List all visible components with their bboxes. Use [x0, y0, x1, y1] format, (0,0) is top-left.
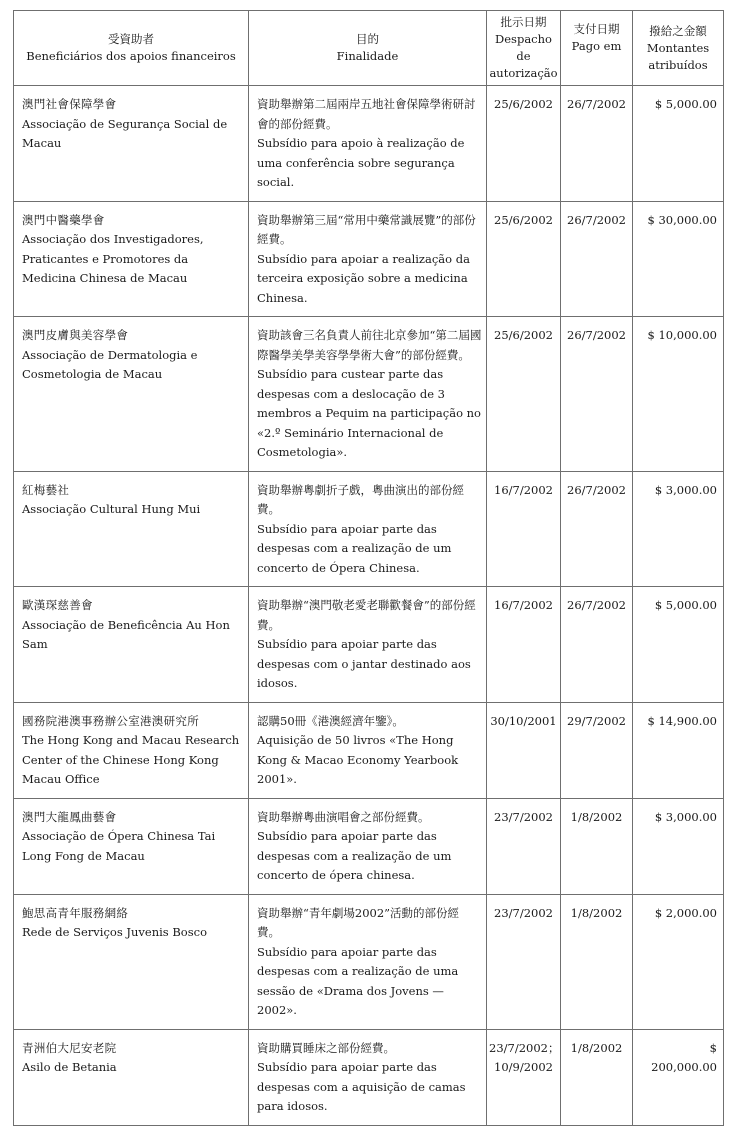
beneficiary-name-zh: 紅梅藝社: [22, 482, 70, 497]
header-purpose: [249, 11, 487, 86]
amount-value: $ 5,000.00: [633, 587, 724, 703]
purpose-text-pt: Subsídio para apoio à realização de uma conferência sobre segurança social.: [257, 136, 465, 189]
table-row: [14, 587, 724, 703]
paid-date: 26/7/2002: [561, 471, 633, 587]
amount-value: $ 5,000.00: [633, 86, 724, 202]
paid-date: 1/8/2002: [561, 1029, 633, 1125]
purpose-text-zh: 資助購買睡床之部份經費。: [257, 1040, 395, 1055]
authorization-date: 25/6/2002: [487, 317, 561, 472]
purpose-text-zh: 認購50冊《港澳經濟年鑒》。: [257, 713, 404, 728]
header-amount: [633, 11, 724, 86]
purpose-cell: [249, 894, 487, 1029]
header-paid-pt: Pago em: [571, 39, 622, 53]
purpose-cell: [249, 702, 487, 798]
authorization-date: 16/7/2002: [487, 587, 561, 703]
beneficiary-name-zh: 澳門社會保障學會: [22, 97, 117, 111]
beneficiary-name-pt: Associação de Dermatologia e Cosmetologia de Macau: [22, 347, 198, 381]
amount-value: $ 200,000.00: [633, 1029, 724, 1125]
amount-value: $ 30,000.00: [633, 201, 724, 317]
purpose-text-pt: Aquisição de 50 livros «The Hong Kong & Macao Economy Yearbook 2001».: [257, 733, 459, 786]
beneficiary-cell: [14, 894, 249, 1029]
paid-date: 26/7/2002: [561, 201, 633, 317]
purpose-text-zh: 資助舉辦“青年劇場2002”活動的部份經費。: [257, 905, 460, 939]
purpose-cell: [249, 471, 487, 587]
table-body: [14, 86, 724, 1126]
purpose-cell: [249, 1029, 487, 1125]
paid-date: 26/7/2002: [561, 317, 633, 472]
purpose-cell: [249, 587, 487, 703]
authorization-date: 25/6/2002: [487, 86, 561, 202]
header-authorization-zh: 批示日期: [500, 15, 547, 29]
header-paid-zh: 支付日期: [573, 22, 620, 36]
beneficiary-name-pt: Associação dos Investigadores, Praticantes e Promotores da Medicina Chinesa de Macau: [22, 232, 204, 285]
amount-value: $ 3,000.00: [633, 471, 724, 587]
table-header-row: [14, 11, 724, 86]
purpose-text-pt: Subsídio para apoiar parte das despesas com a realização de uma sessão de «Drama dos Jovens — 2002».: [257, 944, 459, 1017]
paid-date: 1/8/2002: [561, 798, 633, 894]
beneficiary-cell: [14, 317, 249, 472]
header-beneficiary: [14, 11, 249, 86]
beneficiary-cell: [14, 86, 249, 202]
table-row: [14, 201, 724, 317]
paid-date: 26/7/2002: [561, 587, 633, 703]
authorization-date: 23/7/2002；10/9/2002: [487, 1029, 561, 1125]
beneficiary-name-zh: 歐漢琛慈善會: [22, 598, 93, 612]
header-amount-zh: 撥給之金額: [649, 23, 707, 38]
authorization-date: 30/10/2001: [487, 702, 561, 798]
paid-date: 29/7/2002: [561, 702, 633, 798]
purpose-text-pt: Subsídio para custear parte das despesas com a deslocação de 3 membros a Pequim na participação no «2.º Seminário Internacional de Cosmetologia».: [257, 367, 481, 459]
purpose-text-zh: 資助該會三名負責人前往北京參加“第二屆國際醫學美學美容學學術大會”的部份經費。: [257, 328, 482, 362]
header-authorization-pt: Despacho de autorização: [489, 32, 558, 80]
beneficiary-cell: [14, 587, 249, 703]
header-beneficiary-zh: 受資助者: [108, 32, 154, 46]
purpose-text-pt: Subsídio para apoiar parte das despesas com a realização de um concerto de Ópera Chinesa.: [257, 521, 452, 575]
table-row: [14, 798, 724, 894]
purpose-text-pt: Subsídio para apoiar parte das despesas com o jantar destinado aos idosos.: [257, 637, 471, 690]
beneficiary-cell: [14, 702, 249, 798]
paid-date: 26/7/2002: [561, 86, 633, 202]
document-page: [13, 10, 723, 1126]
authorization-date: 25/6/2002: [487, 201, 561, 317]
beneficiary-name-pt: Associação de Beneficência Au Hon Sam: [22, 617, 230, 651]
purpose-text-zh: 資助舉辦第三屆“常用中藥常識展覽”的部份經費。: [257, 212, 476, 246]
amount-value: $ 14,900.00: [633, 702, 724, 798]
table-row: [14, 1029, 724, 1125]
paid-date: 1/8/2002: [561, 894, 633, 1029]
beneficiary-cell: [14, 471, 249, 587]
beneficiary-name-zh: 國務院港澳事務辦公室港澳研究所: [22, 713, 199, 728]
purpose-cell: [249, 317, 487, 472]
beneficiary-cell: [14, 798, 249, 894]
table-row: [14, 86, 724, 202]
beneficiary-name-pt: Associação Cultural Hung Mui: [22, 502, 201, 516]
header-purpose-zh: 目的: [356, 32, 379, 46]
header-authorization: [487, 11, 561, 86]
purpose-text-pt: Subsídio para apoiar parte das despesas com a realização de um concerto de ópera chinesa.: [257, 829, 452, 882]
purpose-text-zh: 資助舉辦“澳門敬老愛老聯歡餐會”的部份經費。: [257, 598, 476, 632]
header-amount-pt: Montantes atribuídos: [646, 40, 710, 72]
purpose-text-zh: 資助舉辦第二屆兩岸五地社會保障學術研討會的部份經費。: [257, 97, 476, 131]
purpose-text-zh: 資助舉辦粵劇折子戲，粵曲演出的部份經費。: [257, 482, 464, 516]
subsidies-table: [13, 10, 724, 1126]
beneficiary-name-zh: 青洲伯大尼安老院: [22, 1040, 117, 1055]
purpose-cell: [249, 798, 487, 894]
table-row: [14, 317, 724, 472]
beneficiary-name-pt: Asilo de Betania: [22, 1060, 117, 1074]
beneficiary-name-pt: Associação de Segurança Social de Macau: [22, 116, 228, 150]
purpose-cell: [249, 86, 487, 202]
table-row: [14, 471, 724, 587]
amount-value: $ 3,000.00: [633, 798, 724, 894]
beneficiary-name-zh: 澳門皮膚與美容學會: [22, 328, 129, 342]
purpose-text-pt: Subsídio para apoiar parte das despesas com a aquisição de camas para idosos.: [257, 1060, 466, 1113]
beneficiary-name-zh: 鮑思高青年服務網絡: [22, 905, 129, 920]
purpose-text-pt: Subsídio para apoiar a realização da terceira exposição sobre a medicina Chinesa.: [257, 251, 470, 305]
authorization-date: 23/7/2002: [487, 798, 561, 894]
purpose-text-zh: 資助舉辦粵曲演唱會之部份經費。: [257, 809, 430, 824]
purpose-cell: [249, 201, 487, 317]
authorization-date: 16/7/2002: [487, 471, 561, 587]
header-purpose-pt: Finalidade: [336, 49, 399, 63]
beneficiary-name-pt: The Hong Kong and Macau Research Center of the Chinese Hong Kong Macau Office: [22, 733, 240, 786]
beneficiary-cell: [14, 201, 249, 317]
beneficiary-cell: [14, 1029, 249, 1125]
beneficiary-name-zh: 澳門大龍鳳曲藝會: [22, 809, 117, 824]
table-row: [14, 702, 724, 798]
authorization-date: 23/7/2002: [487, 894, 561, 1029]
beneficiary-name-zh: 澳門中醫藥學會: [22, 212, 105, 227]
header-beneficiary-pt: Beneficiários dos apoios financeiros: [26, 49, 236, 63]
beneficiary-name-pt: Rede de Serviços Juvenis Bosco: [22, 925, 207, 939]
beneficiary-name-pt: Associação de Ópera Chinesa Tai Long Fong de Macau: [22, 829, 216, 863]
amount-value: $ 2,000.00: [633, 894, 724, 1029]
table-row: [14, 894, 724, 1029]
amount-value: $ 10,000.00: [633, 317, 724, 472]
header-paid: [561, 11, 633, 86]
